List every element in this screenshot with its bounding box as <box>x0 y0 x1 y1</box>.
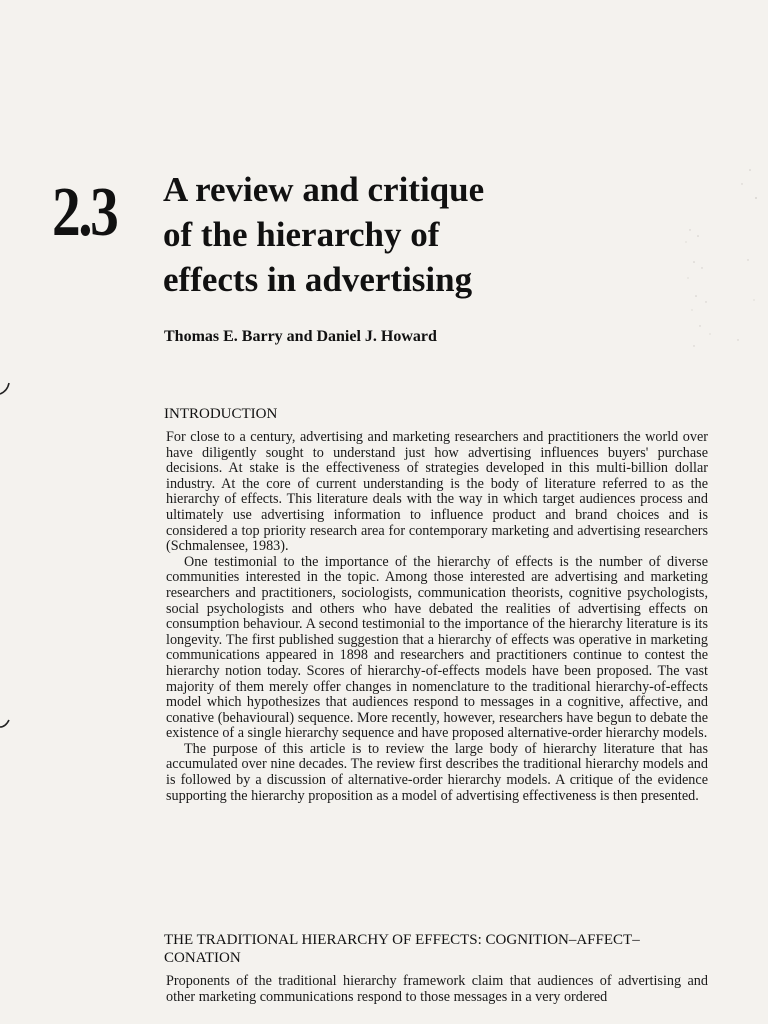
paragraph: For close to a century, advertising and marketing researchers and practitioners the world over have diligently sought to understand just how advertising influences buyers' purchase decisions. At stake is the effectiveness of strategies developed in this multi-billion dollar industry. At the core of current understanding is the body of literature referred to as the hierarchy of effects. This literature deals with the way in which target audiences process and ultimately use advertising information to influence product and brand choices and is considered a top priority research area for contemporary marketing and advertising researchers (Schmalensee, 1983). <box>166 429 708 555</box>
heading-line: THE TRADITIONAL HIERARCHY OF EFFECTS: COGNITION–AFFECT– <box>164 932 640 948</box>
chapter-number: 2.3 <box>52 174 117 251</box>
heading-line: CONATION <box>164 950 241 966</box>
author-line: Thomas E. Barry and Daniel J. Howard <box>164 328 437 345</box>
title-line: effects in advertising <box>163 260 473 299</box>
section-heading-traditional-hierarchy <box>164 931 640 967</box>
introduction-body <box>166 430 708 804</box>
paragraph: One testimonial to the importance of the hierarchy of effects is the number of diverse communities interested in the topic. Among those interested are advertising and marketing researchers and practitioners, sociologists, communication theorists, cognitive psychologists, social psychologists and others who have debated the realities of advertising effects on consumption behaviour. A second testimonial to the importance of the hierarchy literature is its longevity. The first published suggestion that a hierarchy of effects was operative in marketing communications appeared in 1898 and researchers and practitioners continue to contest the hierarchy notion today. Scores of hierarchy-of-effects models have been proposed. The vast majority of them merely offer changes in nomenclature to the traditional hierarchy-of-effects model which hypothesizes that audiences respond to messages in a cognitive, affective, and conative (behavioural) sequence. More recently, however, researchers have begun to debate the existence of a single hierarchy sequence and have proposed alternative-order hierarchy models. <box>166 553 708 742</box>
section-heading-introduction <box>164 405 277 423</box>
title-line: A review and critique <box>163 170 485 209</box>
traditional-hierarchy-body <box>166 974 708 1005</box>
title-line: of the hierarchy of <box>163 215 440 254</box>
binding-mark <box>0 718 10 732</box>
article-title <box>163 167 623 302</box>
scan-artifact <box>650 150 768 370</box>
heading-line: INTRODUCTION <box>164 406 278 422</box>
paragraph: The purpose of this article is to review the large body of hierarchy literature that has accumulated over nine decades. The review first describes the traditional hierarchy models and is followed by a discussion of alternative-order hierarchy models. A critique of the evidence supporting the hierarchy proposition as a model of advertising effectiveness is then presented. <box>166 740 708 804</box>
binding-mark <box>0 382 10 396</box>
paragraph: Proponents of the traditional hierarchy framework claim that audiences of advertising and other marketing communications respond to those messages in a very ordered <box>166 973 708 1005</box>
